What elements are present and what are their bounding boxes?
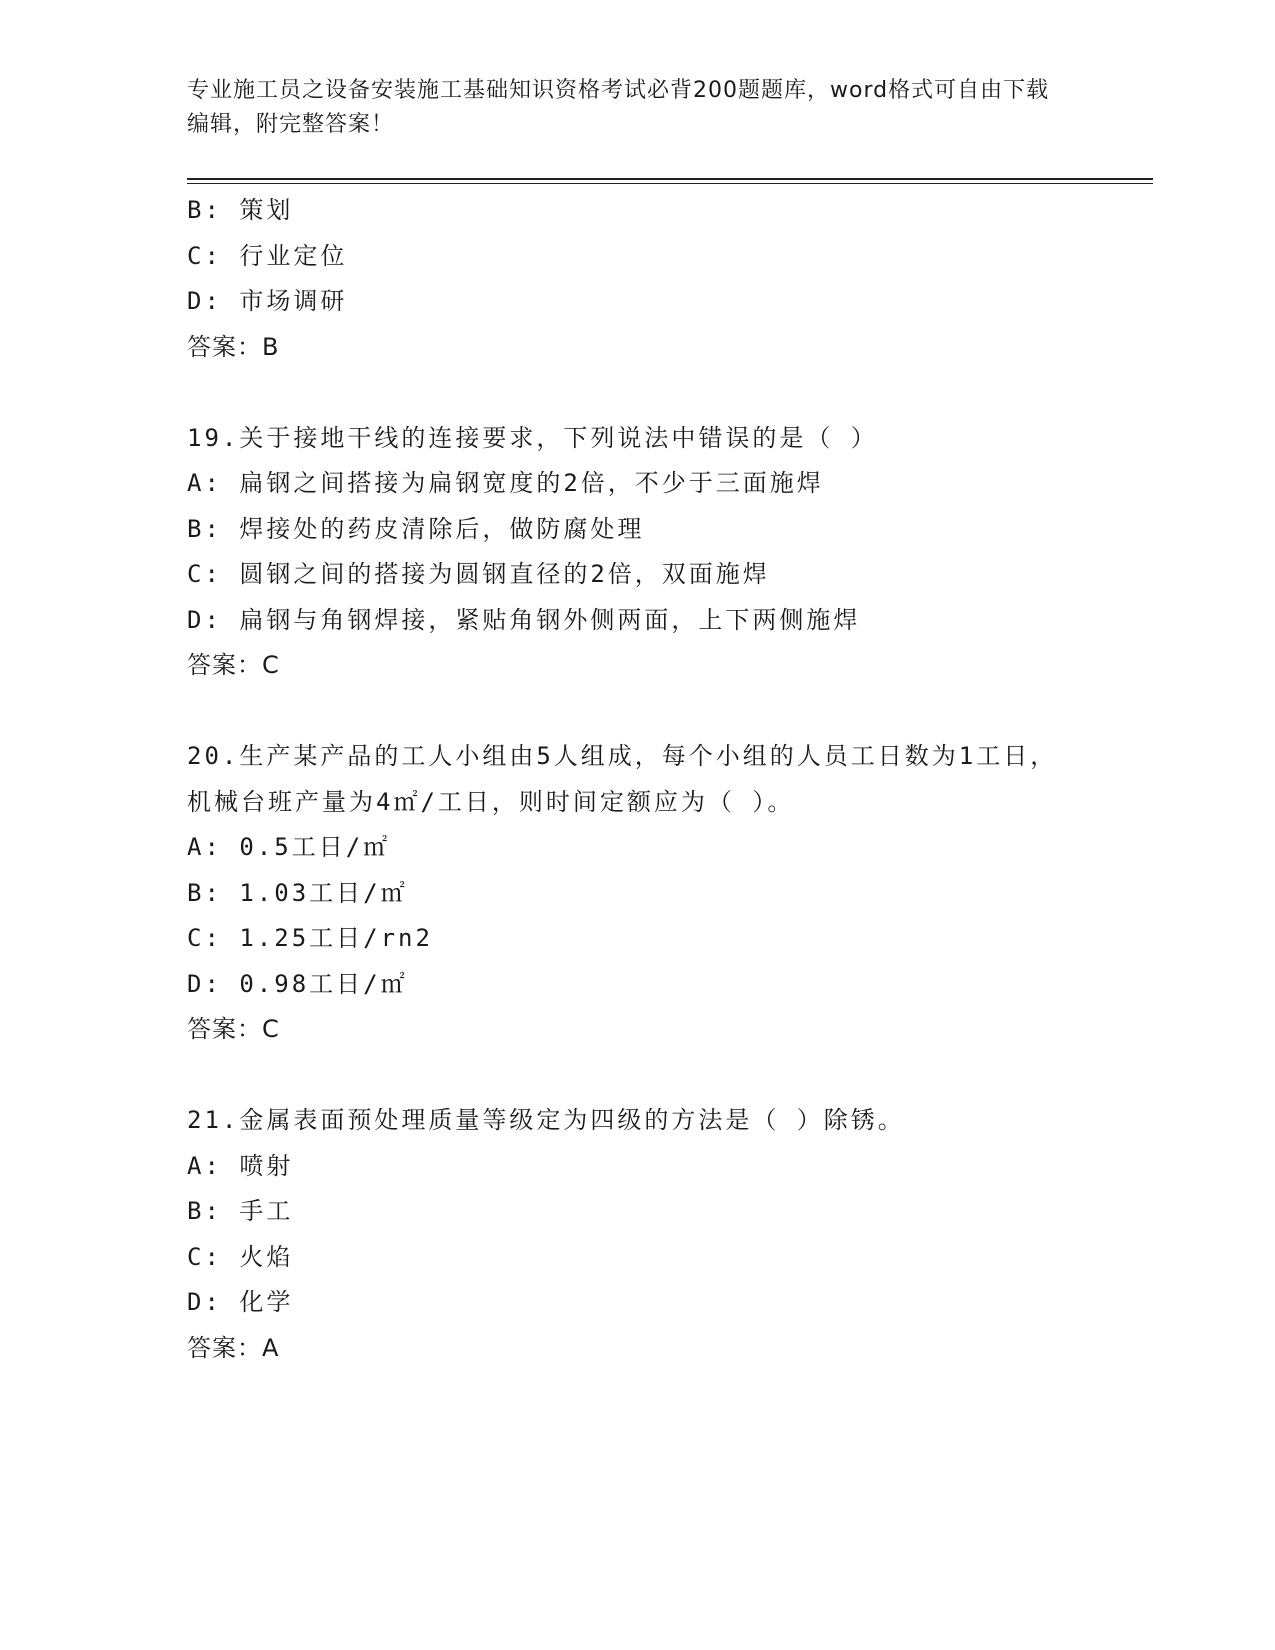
answer-line: 答案：C <box>187 1015 280 1043</box>
answer-line: 答案：A <box>187 1333 280 1362</box>
question-text: 19.关于接地干线的连接要求，下列说法中错误的是（ ） <box>187 423 878 452</box>
question-list <box>187 188 1087 1371</box>
option-a: A: 喷射 <box>187 1151 294 1180</box>
option-b: B: 1.03工日/㎡ <box>187 878 408 907</box>
question-block-20 <box>187 734 1087 1053</box>
option-b: B: 手工 <box>187 1197 294 1225</box>
option-c: C: 1.25工日/rn2 <box>187 924 433 952</box>
option-a: A: 0.5工日/㎡ <box>187 833 391 861</box>
option-d: D: 扁钢与角钢焊接，紧贴角钢外侧两面，上下两侧施焊 <box>187 605 861 634</box>
block-spacer <box>187 1053 1087 1099</box>
question-block-19 <box>187 416 1087 689</box>
answer-line: 答案：B <box>187 332 280 361</box>
option-c: C: 火焰 <box>187 1242 294 1271</box>
option-d: D: 化学 <box>187 1288 294 1316</box>
header-divider-thin <box>187 183 1153 184</box>
option-c: C: 圆钢之间的搭接为圆钢直径的2倍，双面施焊 <box>187 560 770 588</box>
option-b: B: 策划 <box>187 196 294 224</box>
header-divider-thick <box>187 178 1153 180</box>
block-spacer <box>187 689 1087 735</box>
question-block-18 <box>187 188 1087 370</box>
option-c: C: 行业定位 <box>187 241 348 270</box>
option-a: A: 扁钢之间搭接为扁钢宽度的2倍，不少于三面施焊 <box>187 469 824 497</box>
question-block-21 <box>187 1098 1087 1371</box>
option-b: B: 焊接处的药皮清除后，做防腐处理 <box>187 514 645 543</box>
block-spacer <box>187 370 1087 416</box>
option-d: D: 市场调研 <box>187 287 348 315</box>
option-d: D: 0.98工日/㎡ <box>187 969 408 998</box>
question-text: 20.生产某产品的工人小组由5人组成，每个小组的人员工日数为1工日，机械台班产量为4㎡/工日，则时间定额应为（ ）。 <box>187 742 1058 816</box>
document-header: 专业施工员之设备安装施工基础知识资格考试必背200题题库，word格式可自由下载编辑，附完整答案！ <box>187 78 1050 137</box>
answer-line: 答案：C <box>187 651 280 679</box>
question-text: 21.金属表面预处理质量等级定为四级的方法是（ ）除锈。 <box>187 1106 905 1134</box>
